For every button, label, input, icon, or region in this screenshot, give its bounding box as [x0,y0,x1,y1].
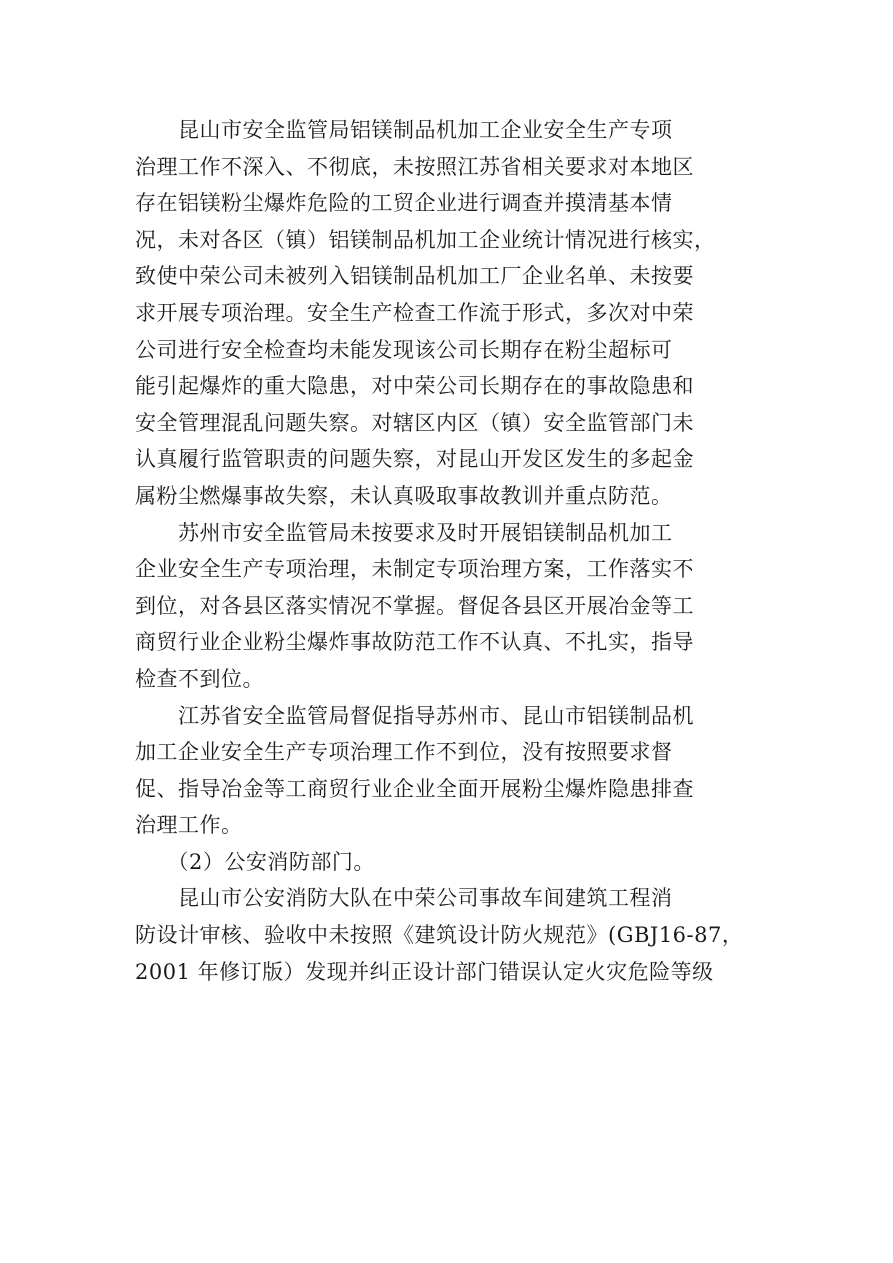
text-line: 企业安全生产专项治理，未制定专项治理方案，工作落实不 [135,557,694,582]
text-line: 治理工作。 [135,813,243,838]
text-line: 商贸行业企业粉尘爆炸事故防范工作不认真、不扎实，指导 [135,630,694,655]
text-line: （2）公安消防部门。 [135,849,375,874]
document-body [135,112,763,990]
text-line: 加工企业安全生产专项治理工作不到位，没有按照要求督 [135,740,673,765]
text-line: 苏州市安全监管局未按要求及时开展铝镁制品机加工 [135,520,673,545]
text-line: 到位，对各县区落实情况不掌握。督促各县区开展冶金等工 [135,593,694,618]
text-line: 致使中荣公司未被列入铝镁制品机加工厂企业名单、未按要 [135,264,694,289]
text-line: 江苏省安全监管局督促指导苏州市、昆山市铝镁制品机 [135,703,694,728]
text-line: 安全管理混乱问题失察。对辖区内区（镇）安全监管部门未 [135,410,694,435]
text-line: 促、指导冶金等工商贸行业企业全面开展粉尘爆炸隐患排查 [135,776,694,801]
section-heading-fire-department [135,844,763,881]
text-line: 检查不到位。 [135,666,264,691]
text-line: 2001 年修订版）发现并纠正设计部门错误认定火灾危险等级 [135,959,714,984]
text-line: 防设计审核、验收中未按照《建筑设计防火规范》(GBJ16-87， [135,923,744,948]
text-line: 求开展专项治理。安全生产检查工作流于形式，多次对中荣 [135,300,694,325]
text-line: 公司进行安全检查均未能发现该公司长期存在粉尘超标可 [135,337,673,362]
text-line: 能引起爆炸的重大隐患，对中荣公司长期存在的事故隐患和 [135,374,694,399]
text-line: 况，未对各区（镇）铝镁制品机加工企业统计情况进行核实， [135,227,716,252]
text-line: 认真履行监管职责的问题失察，对昆山开发区发生的多起金 [135,447,694,472]
text-line: 存在铝镁粉尘爆炸危险的工贸企业进行调查并摸清基本情 [135,191,673,216]
paragraph-kunshan-fire-brigade [135,880,763,990]
paragraph-suzhou-safety-bureau [135,515,763,698]
text-line: 属粉尘燃爆事故失察，未认真吸取事故教训并重点防范。 [135,483,673,508]
paragraph-jiangsu-safety-bureau [135,698,763,844]
text-line: 昆山市安全监管局铝镁制品机加工企业安全生产专项 [135,118,673,142]
text-line: 治理工作不深入、不彻底，未按照江苏省相关要求对本地区 [135,154,694,179]
text-line: 昆山市公安消防大队在中荣公司事故车间建筑工程消 [135,886,673,911]
paragraph-kunshan-safety-bureau [135,112,763,515]
